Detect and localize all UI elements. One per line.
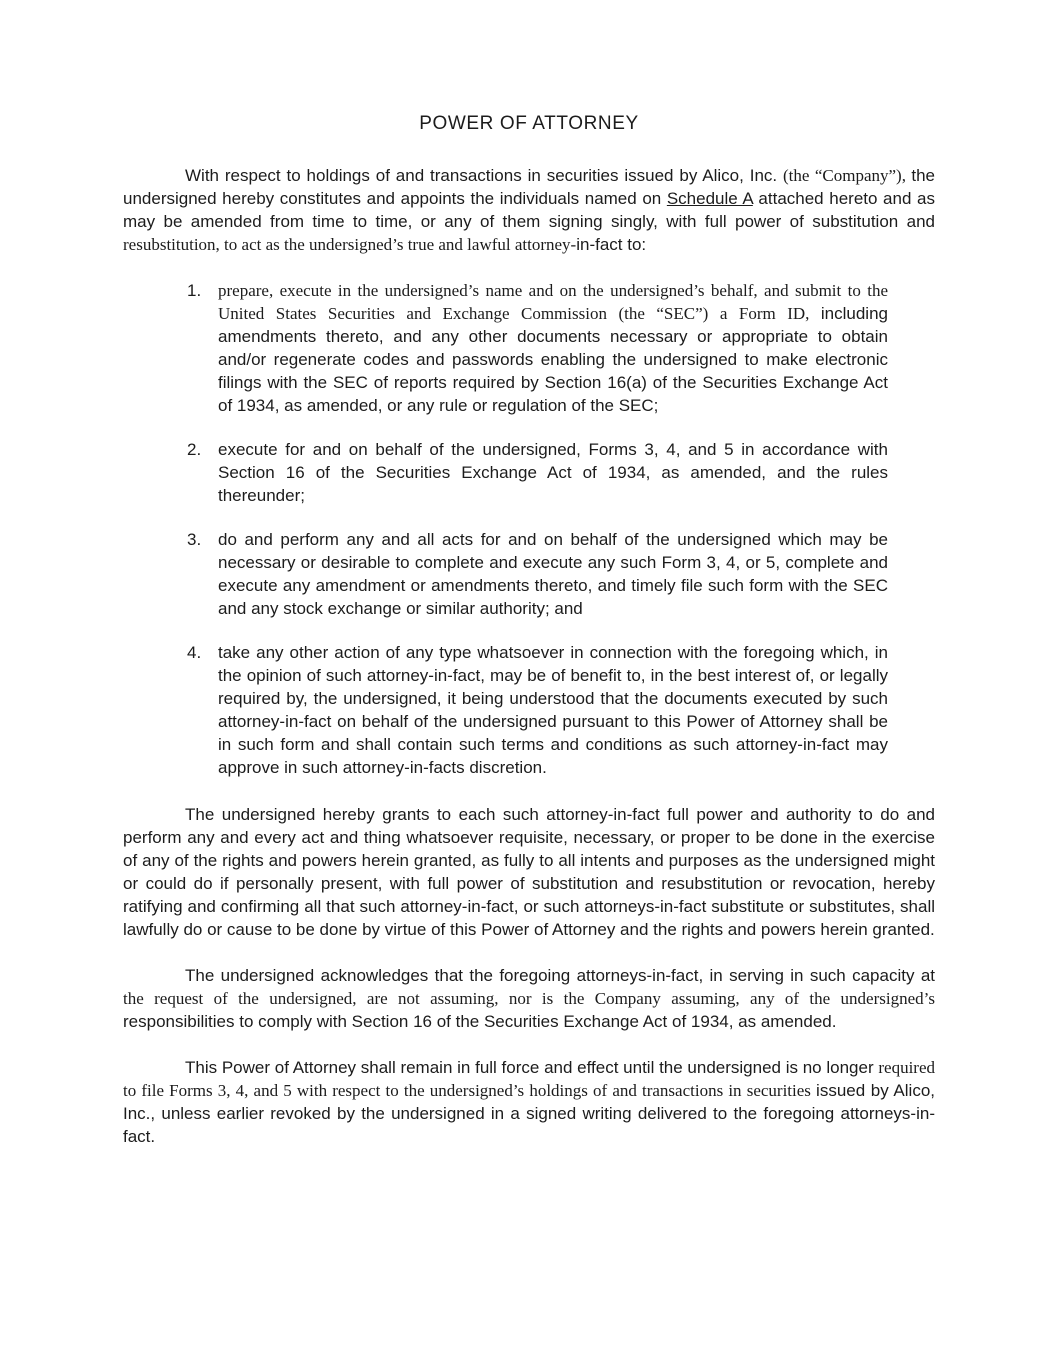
acknowledgement-paragraph: The undersigned acknowledges that the foregoing attorneys-in-fact, in serving in such capacity at the request of the undersigned, are not assuming, nor is the Company assuming, any of the undersigned’s responsibilities to comply with Section 16 of the Securities Exchange Act of 1934, as amended. [123, 966, 935, 1031]
list-item-2 [123, 438, 888, 507]
numbered-list [123, 279, 935, 779]
list-item-4-text: take any other action of any type whatsoever in connection with the foregoing which, in the opinion of such attorney-in-fact, may be of benefit to, in the best interest of, or legally required by, the undersigned, it being understood that the documents executed by such attorney-in-fact on behalf of the undersigned pursuant to this Power of Attorney shall be in such form and shall contain such terms and conditions as such attorney-in-fact may approve in such attorney-in-facts discretion. [218, 643, 888, 777]
list-item-3-text: do and perform any and all acts for and on behalf of the undersigned which may be necessary or desirable to complete and execute any such Form 3, 4, or 5, complete and execute any amendment or amendments thereto, and timely file such form with the SEC and any stock exchange or similar authority; and [218, 530, 888, 618]
list-item-2-text: execute for and on behalf of the undersigned, Forms 3, 4, and 5 in accordance with Section 16 of the Securities Exchange Act of 1934, as amended, and the rules thereunder; [218, 440, 888, 505]
list-item-3 [123, 528, 888, 620]
list-item-4 [123, 641, 888, 779]
list-item-4-number: 4. [187, 643, 202, 662]
grant-of-authority-paragraph: The undersigned hereby grants to each such attorney-in-fact full power and authority to do and perform any and every act and thing whatsoever requisite, necessary, or proper to be done in the exercise of any of the rights and powers herein granted, as fully to all intents and purposes as the undersigned might or could do if personally present, with full power of substitution and resubstitution or revocation, hereby ratifying and confirming all that such attorney-in-fact, or such attorneys-in-fact substitute or substitutes, shall lawfully do or cause to be done by virtue of this Power of Attorney and the rights and powers herein granted. [123, 805, 935, 939]
intro-paragraph: With respect to holdings of and transactions in securities issued by Alico, Inc. (the “Company”), the undersigned hereby constitutes and appoints the individuals named on Schedule A attached hereto and as may be amended from time to time, or any of them signing singly, with full power of substitution and resubstitution, to act as the undersigned’s true and lawful attorney-in-fact to: [123, 166, 936, 254]
list-item-3-number: 3. [187, 530, 202, 549]
list-item-1-text: prepare, execute in the undersigned’s name and on the undersigned’s behalf, and submit to the United States Securities and Exchange Commission (the “SEC”) a Form ID, including amendments thereto, and any other documents necessary or appropriate to obtain and/or regenerate codes and passwords enabling the undersigned to make electronic filings with the SEC of reports required by Section 16(a) of the Securities Exchange Act of 1934, as amended, or any rule or regulation of the SEC; [218, 281, 888, 415]
document-title: POWER OF ATTORNEY [419, 113, 639, 134]
list-item-2-number: 2. [187, 440, 202, 459]
list-item-1 [123, 279, 888, 417]
duration-paragraph: This Power of Attorney shall remain in full force and effect until the undersigned is no longer required to file Forms 3, 4, and 5 with respect to the undersigned’s holdings of and transactions in securities issued by Alico, Inc., unless earlier revoked by the undersigned in a signed writing delivered to the foregoing attorneys-in-fact. [123, 1058, 935, 1146]
list-item-1-number: 1. [187, 281, 202, 300]
